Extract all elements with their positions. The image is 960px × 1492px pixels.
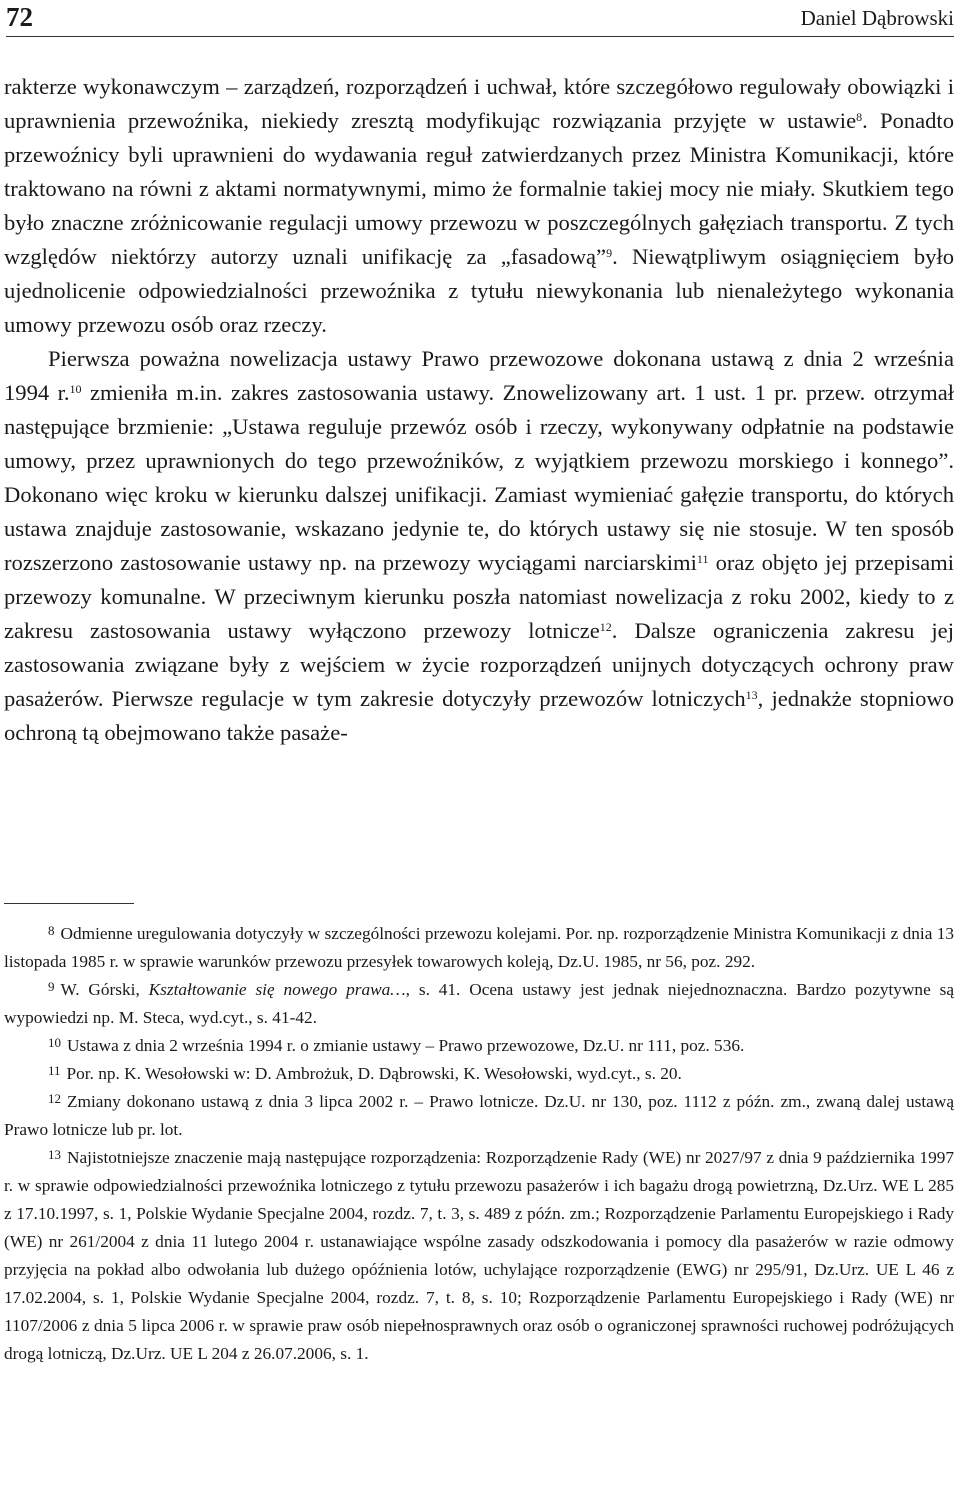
footnote-text: Ustawa z dnia 2 września 1994 r. o zmianie ustawy – Prawo przewozowe, Dz.U. nr 111, poz. 536. <box>67 1036 745 1055</box>
footnotes <box>4 920 954 1368</box>
footnote-text: W. Górski, <box>60 980 149 999</box>
footnote-10: 10 Ustawa z dnia 2 września 1994 r. o zmianie ustawy – Prawo przewozowe, Dz.U. nr 111, poz. 536. <box>48 1035 745 1055</box>
footnote-ref-12[interactable]: 12 <box>599 620 612 634</box>
paragraph-1 <box>4 70 954 342</box>
paragraph-2-part-e: , jednakże stopniowo ochroną tą obejmowano także pasaże- <box>4 686 954 745</box>
footnote-ref-10[interactable]: 10 <box>69 382 82 396</box>
footnote-separator <box>4 903 134 904</box>
paragraph-2-part-d: . Dalsze ograniczenia zakresu jej zastosowania związane były z wejściem w życie rozporządzeń unijnych dotyczących ochrony praw pasażerów. Pierwsze regulacje w tym zakresie dotyczyły przewozów lotniczych <box>4 618 954 711</box>
main-text <box>4 70 954 750</box>
paragraph-2-part-c: oraz objęto jej przepisami przewozy komunalne. W przeciwnym kierunku poszła natomiast nowelizacja z roku 2002, kiedy to z zakresu zastosowania ustawy wyłączono przewozy lotnicze <box>4 550 954 643</box>
footnote-text: Najistotniejsze znaczenie mają następujące rozporządzenia: Rozporządzenie Rady (WE) nr 2027/97 z dnia 9 października 1997 r. w sprawie odpowiedzialności przewoźnika lotniczego z tytułu przewozu pasażerów i ich bagażu drogą powietrzną, Dz.Urz. WE L 285 z 17.10.1997, s. 1, Polskie Wydanie Specjalne 2004, rozdz. 7, t. 3, s. 489 z późn. zm.; Rozporządzenie Parlamentu Europejskiego i Rady (WE) nr 261/2004 z dnia 11 lutego 2004 r. ustanawiające wspólne zasady odszkodowania i pomocy dla pasażerów w razie odmowy przyjęcia na pokład albo odwołania lub dużego opóźnienia lotów, uchylające rozporządzenie (EWG) nr 295/91, Dz.Urz. UE L 46 z 17.02.2004, s. 1, Polskie Wydanie Specjalne 2004, rozdz. 7, t. 8, s. 10; Rozporządzenie Parlamentu Europejskiego i Rady (WE) nr 1107/2006 z dnia 5 lipca 2006 r. w sprawie praw osób niepełnosprawnych oraz osób o ograniczonej sprawności ruchowej podróżujących drogą lotniczą, Dz.Urz. UE L 204 z 26.07.2006, s. 1. <box>4 1148 954 1363</box>
paragraph-1-part-b: . Ponadto przewoźnicy byli uprawnieni do wydawania reguł zatwierdzanych przez Ministra Komunikacji, które traktowano na równi z aktami normatywnymi, mimo że formalnie takiej mocy nie miały. Skutkiem tego było znaczne zróżnicowanie regulacji umowy przewozu w poszczególnych gałęziach transportu. Z tych względów niektórzy autorzy uznali unifikację za „fasadową” <box>4 108 954 269</box>
footnote-text: Por. np. K. Wesołowski w: D. Ambrożuk, D. Dąbrowski, K. Wesołowski, wyd.cyt., s. 20. <box>66 1064 682 1083</box>
paragraph-2 <box>4 342 954 750</box>
footnote-ref-11[interactable]: 11 <box>696 552 709 566</box>
footnote-11: 11 Por. np. K. Wesołowski w: D. Ambrożuk, D. Dąbrowski, K. Wesołowski, wyd.cyt., s. 20. <box>48 1063 682 1083</box>
footnote-ref-8[interactable]: 8 <box>856 110 863 124</box>
footnote-ref-13[interactable]: 13 <box>745 688 758 702</box>
footnote-13: 13 Najistotniejsze znaczenie mają następujące rozporządzenia: Rozporządzenie Rady (WE) nr 2027/97 z dnia 9 października 1997 r. w sprawie odpowiedzialności przewoźnika lotniczego z tytułu przewozu pasażerów i ich bagażu drogą powietrzną, Dz.Urz. WE L 285 z 17.10.1997, s. 1, Polskie Wydanie Specjalne 2004, rozdz. 7, t. 3, s. 489 z późn. zm.; Rozporządzenie Parlamentu Europejskiego i Rady (WE) nr 261/2004 z dnia 11 lutego 2004 r. ustanawiające wspólne zasady odszkodowania i pomocy dla pasażerów w razie odmowy przyjęcia na pokład albo odwołania lub dużego opóźnienia lotów, uchylające rozporządzenie (EWG) nr 295/91, Dz.Urz. UE L 46 z 17.02.2004, s. 1, Polskie Wydanie Specjalne 2004, rozdz. 7, t. 8, s. 10; Rozporządzenie Parlamentu Europejskiego i Rady (WE) nr 1107/2006 z dnia 5 lipca 2006 r. w sprawie praw osób niepełnosprawnych oraz osób o ograniczonej sprawności ruchowej podróżujących drogą lotniczą, Dz.Urz. UE L 204 z 26.07.2006, s. 1. <box>4 1147 954 1363</box>
footnote-ref-9[interactable]: 9 <box>606 246 613 260</box>
running-head-author: Daniel Dąbrowski <box>800 6 954 30</box>
running-header <box>6 0 954 37</box>
footnote-text: Odmienne uregulowania dotyczyły w szczególności przewozu kolejami. Por. np. rozporządzenie Ministra Komunikacji z dnia 13 listopada 1985 r. w sprawie warunków przewozu przesyłek towarowych koleją, Dz.U. 1985, nr 56, poz. 292. <box>4 924 954 971</box>
footnote-text-cont: , s. 41. Ocena ustawy jest jednak niejednoznaczna. Bardzo pozytywne są wypowiedzi np. M. Steca, wyd.cyt., s. 41-42. <box>4 980 954 1027</box>
paragraph-1-part-a: rakterze wykonawczym – zarządzeń, rozporządzeń i uchwał, które szczegółowo regulowały obowiązki i uprawnienia przewoźnika, niekiedy zresztą modyfikując rozwiązania przyjęte w ustawie <box>4 74 954 133</box>
page-number: 72 <box>6 2 33 32</box>
paragraph-2-part-b: zmieniła m.in. zakres zastosowania ustawy. Znowelizowany art. 1 ust. 1 pr. przew. otrzymał następujące brzmienie: „Ustawa reguluje przewóz osób i rzeczy, wykonywany odpłatnie na podstawie umowy, przez uprawnionych do tego przewoźników, z wyjątkiem przewozu morskiego i konnego”. Dokonano więc kroku w kierunku dalszej unifikacji. Zamiast wymieniać gałęzie transportu, do których ustawa znajduje zastosowanie, wskazano jedynie te, do których ustawy się nie stosuje. W ten sposób rozszerzono zastosowanie ustawy np. na przewozy wyciągami narciarskimi <box>4 380 954 575</box>
footnote-text: Zmiany dokonano ustawą z dnia 3 lipca 2002 r. – Prawo lotnicze. Dz.U. nr 130, poz. 1112 z późn. zm., zwaną dalej ustawą Prawo lotnicze lub pr. lot. <box>4 1092 954 1139</box>
paragraph-1-part-c: . Niewątpliwym osiągnięciem było ujednolicenie odpowiedzialności przewoźnika z tytułu niewykonania lub nienależytego wykonania umowy przewozu osób oraz rzeczy. <box>4 244 954 337</box>
footnote-9: 9 W. Górski, Kształtowanie się nowego prawa…, s. 41. Ocena ustawy jest jednak niejednoznaczna. Bardzo pozytywne są wypowiedzi np. M. Steca, wyd.cyt., s. 41-42. <box>4 979 954 1027</box>
paragraph-2-part-a: Pierwsza poważna nowelizacja ustawy Prawo przewozowe dokonana ustawą z dnia 2 września 1994 r. <box>4 346 954 405</box>
footnote-12: 12 Zmiany dokonano ustawą z dnia 3 lipca 2002 r. – Prawo lotnicze. Dz.U. nr 130, poz. 1112 z późn. zm., zwaną dalej ustawą Prawo lotnicze lub pr. lot. <box>4 1091 954 1139</box>
footnote-8: 8 Odmienne uregulowania dotyczyły w szczególności przewozu kolejami. Por. np. rozporządzenie Ministra Komunikacji z dnia 13 listopada 1985 r. w sprawie warunków przewozu przesyłek towarowych koleją, Dz.U. 1985, nr 56, poz. 292. <box>4 923 954 971</box>
footnote-cited-title: Kształtowanie się nowego prawa… <box>148 980 406 999</box>
